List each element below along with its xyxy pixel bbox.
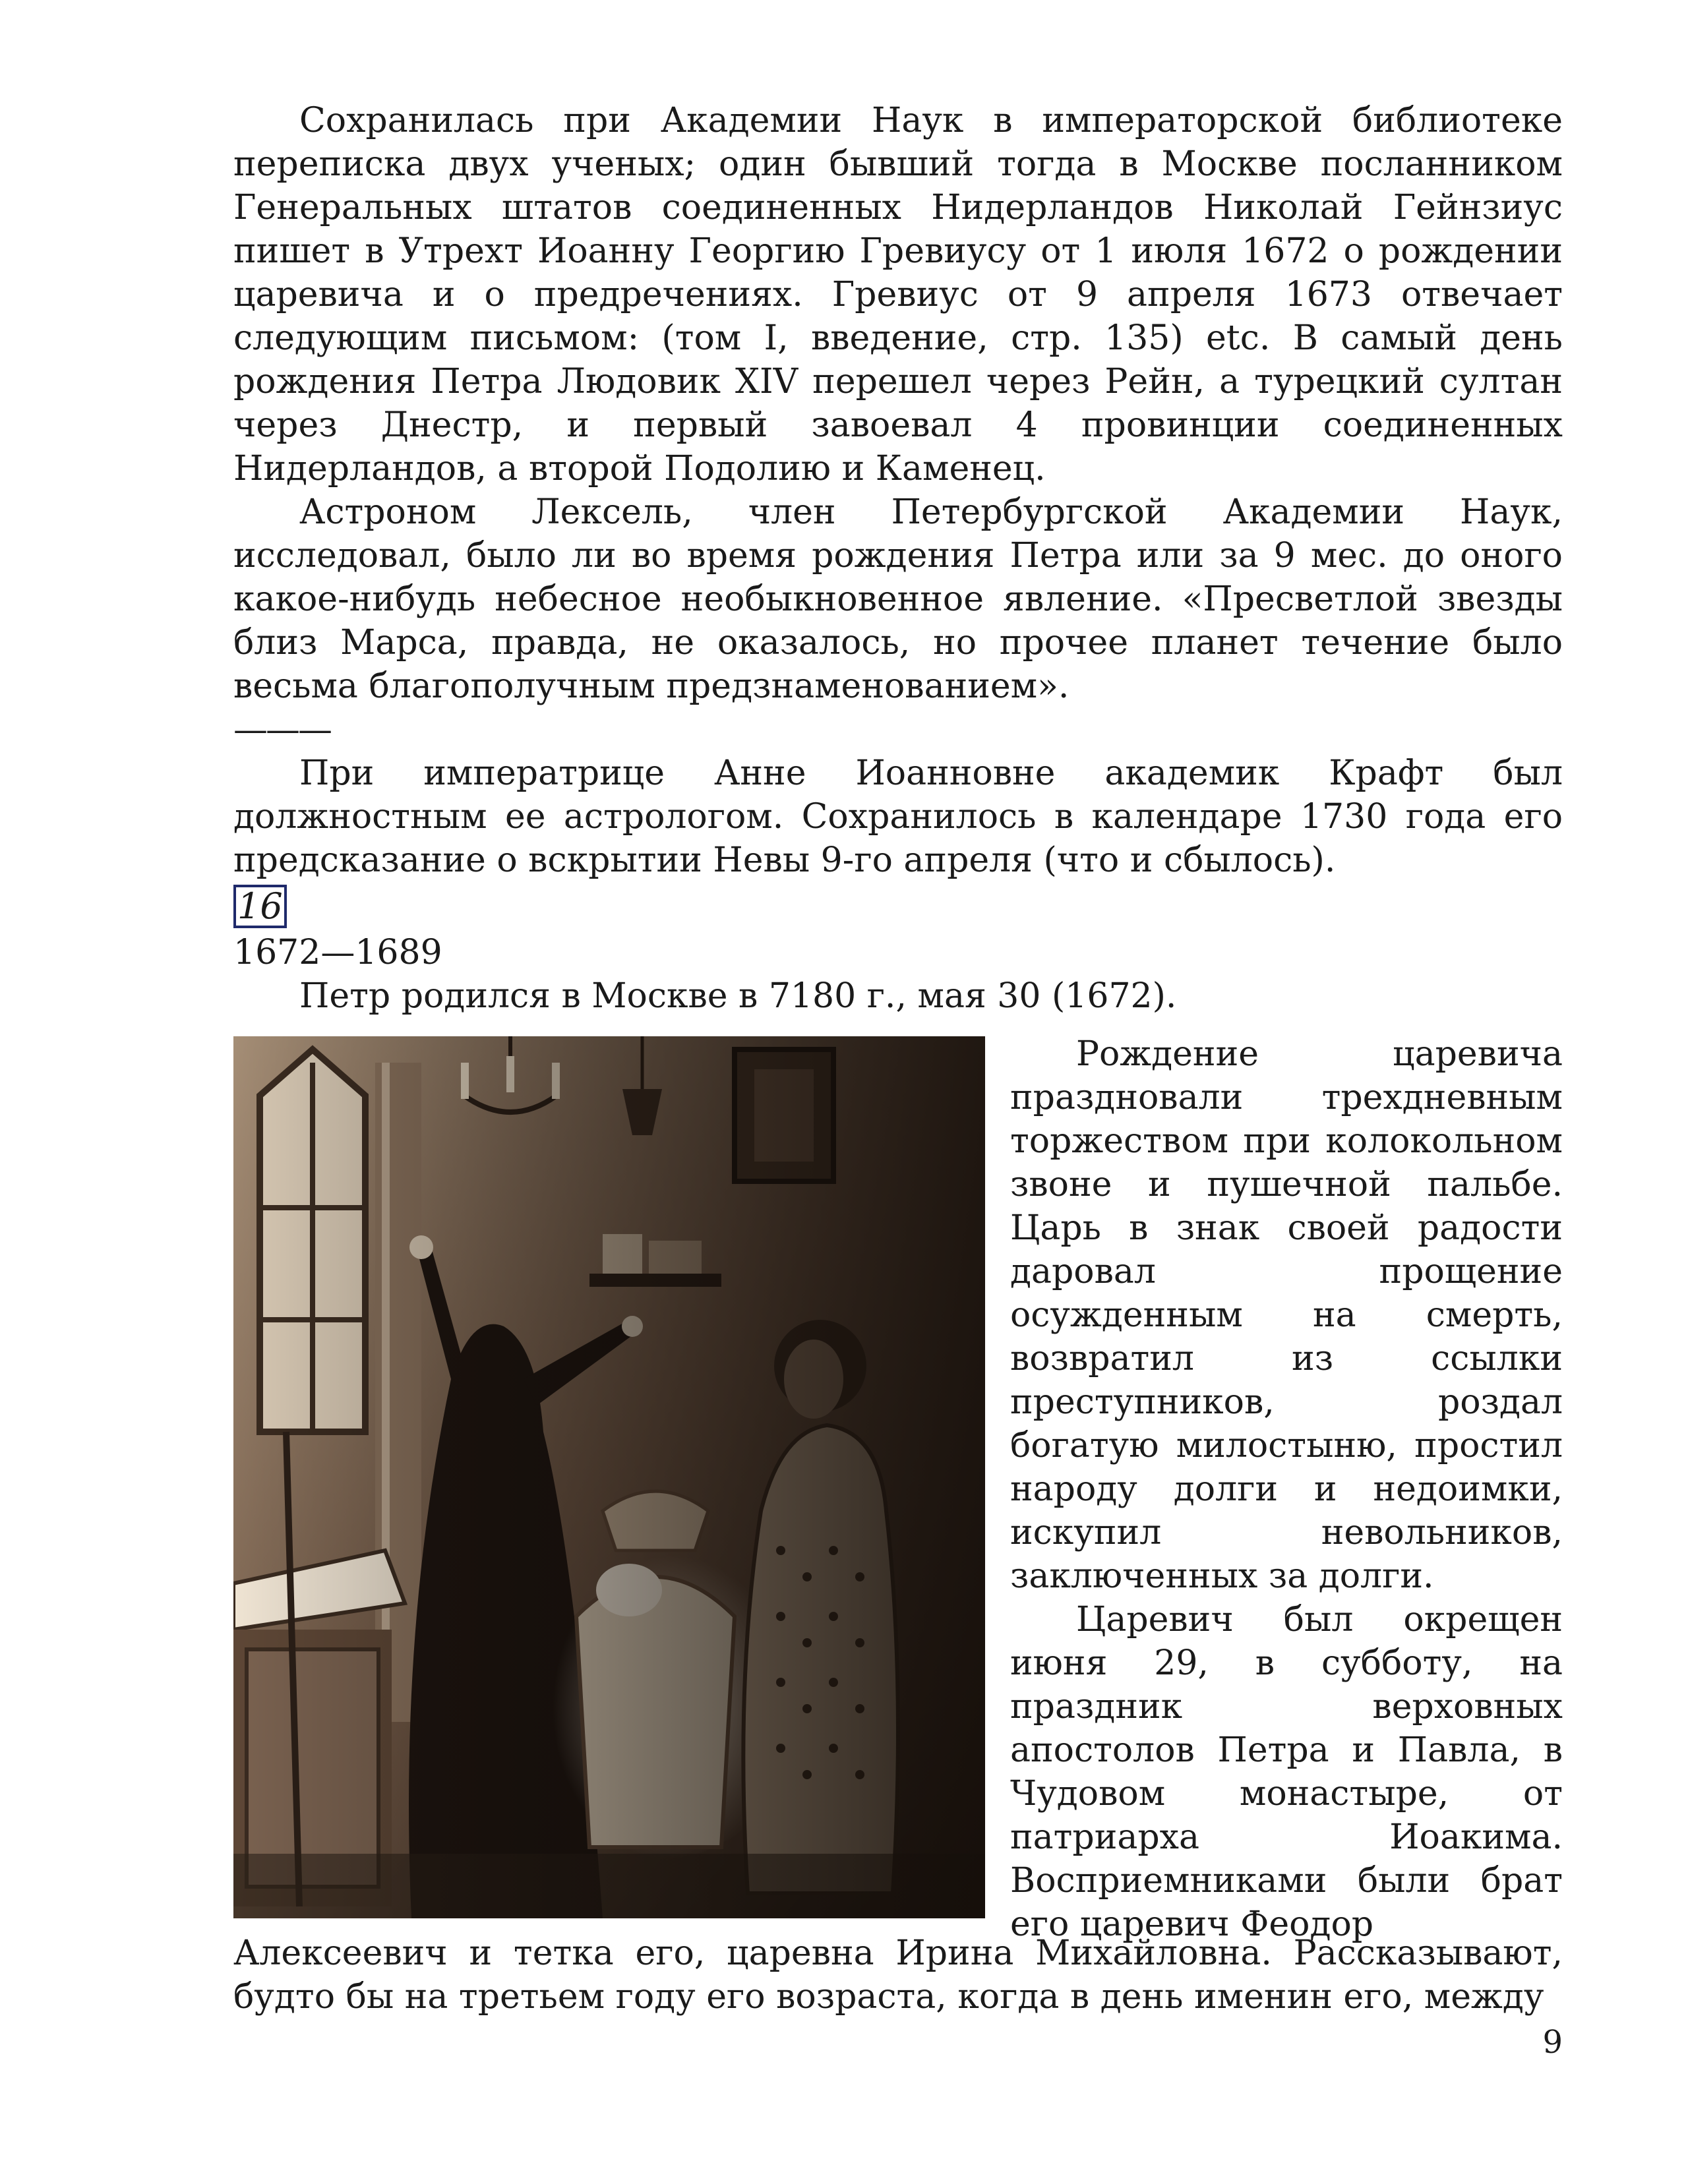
section-separator: ——— <box>233 710 330 750</box>
paragraph-heinsius: Сохранилась при Академии Наук в императорской библиотеке переписка двух ученых; один бывший тогда в Москве посланником Генеральных штатов соединенных Нидерландов Николай Гейнзиус пишет в Утрехт Иоанну Георгию Гревиусу от 1 июля 1672 о рождении царевича и о предречениях. Гревиус от 9 апреля 1673 отвечает следующим письмом: (том I, введение, стр. 135) etc. В самый день рождения Петра Людовик XIV перешел через Рейн, а турецкий султан через Днестр, и первый завоевал 4 провинции соединенных Нидерландов, а второй Подолию и Каменец. <box>233 101 1563 488</box>
paragraph-celebration: Рождение царевича праздновали трехдневным торжеством при колокольном звоне и пушечной пальбе. Царь в знак своей радости даровал прощение осужденным на смерть, возвратил из ссылки преступников, роздал богатую милостыню, простил народу долги и недоимки, искупил невольников, заключенных за долги. <box>1010 1034 1563 1596</box>
page-number: 9 <box>1542 2024 1563 2061</box>
paragraph-krafft: При императрице Анне Иоанновне академик Крафт был должностным ее астрологом. Сохранилось в календаре 1730 года его предсказание о вскрытии Невы 9-го апреля (что и сбылось). <box>233 753 1563 880</box>
top-text-block <box>233 99 1563 1018</box>
bottom-text-block <box>233 1932 1563 2019</box>
years-heading: 1672—1689 <box>233 933 442 972</box>
paragraph-continuation: Алексеевич и тетка его, царевна Ирина Михайловна. Рассказывают, будто бы на третьем году его возраста, когда в день именин его, между <box>233 1933 1563 2017</box>
engraving-illustration <box>233 1036 985 1918</box>
birth-line: Петр родился в Москве в 7180 г., мая 30 (1672). <box>299 976 1177 1016</box>
paragraph-baptism: Царевич был окрещен июня 29, в субботу, на праздник верховных апостолов Петра и Павла, в Чудовом монастыре, от патриарха Иоакима. Восприемниками были брат его царевич Феодор <box>1010 1600 1563 1944</box>
page-marker-row <box>233 882 1563 931</box>
paragraph-lexell: Астроном Лексель, член Петербургской Академии Наук, исследовал, было ли во время рождения Петра или за 9 мес. до оного какое-нибудь небесное необыкновенное явление. «Пресветлой звезды близ Марса, правда, не оказалось, но прочее планет течение было весьма благополучным предзнаменованием». <box>233 492 1563 706</box>
page-marker-link[interactable]: 16 <box>233 885 287 928</box>
side-text-block <box>1010 1032 1563 1946</box>
